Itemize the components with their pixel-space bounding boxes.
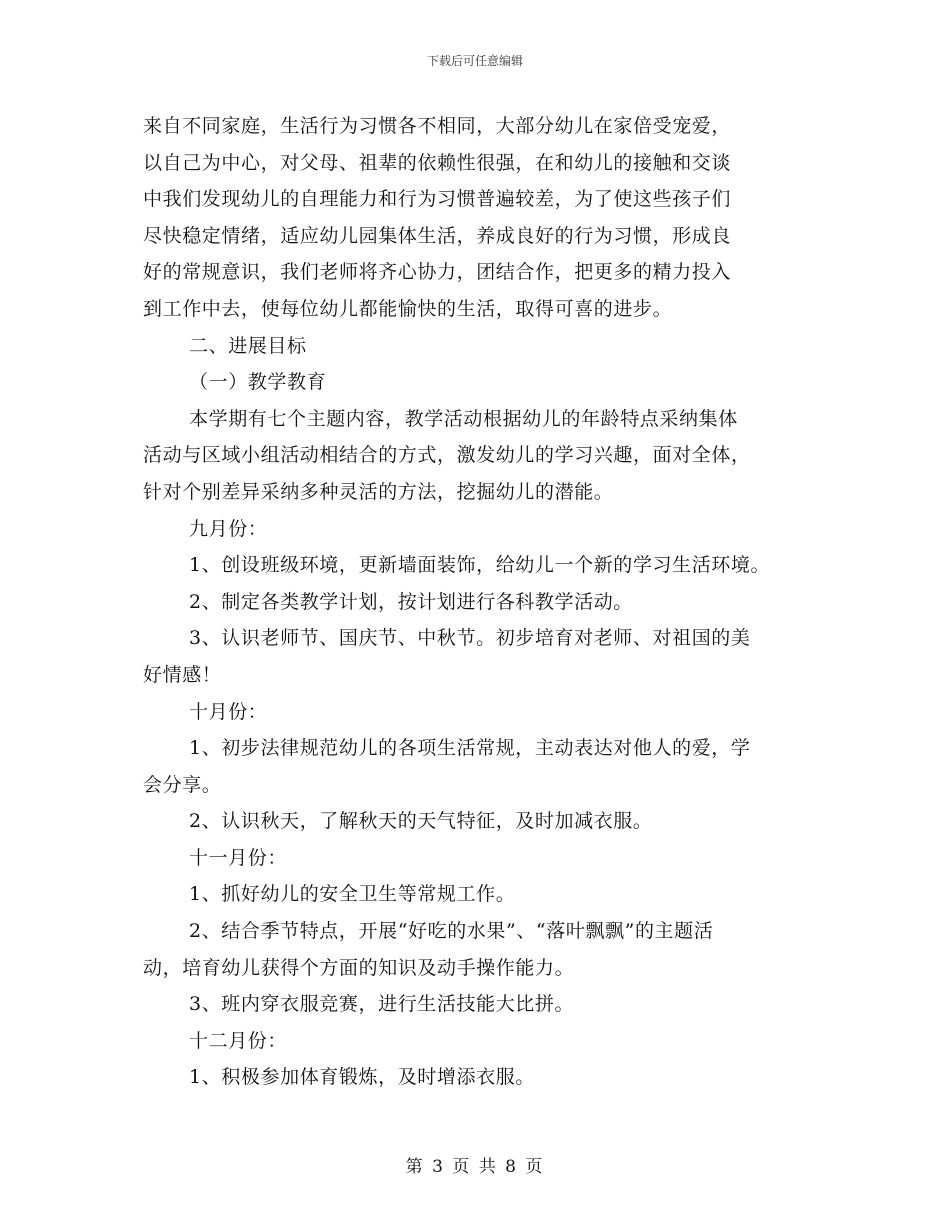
document-body <box>143 108 813 1096</box>
page-footer: 第 3 页 共 8 页 <box>405 1157 545 1177</box>
text-line: 好情感！ <box>143 663 222 686</box>
text-line: 活动与区域小组活动相结合的方式，激发幼儿的学习兴趣，面对全体， <box>143 444 751 467</box>
text-line: 2、结合季节特点，开展“好吃的水果”、“落叶飘飘”的主题活 <box>189 920 714 943</box>
text-line: 尽快稳定情绪，适应幼儿园集体生活，养成良好的行为习惯，形成良 <box>143 224 732 247</box>
text-line: 二、进展目标 <box>189 334 307 357</box>
text-line: 针对个别差异采纳多种灵活的方法，挖掘幼儿的潜能。 <box>143 480 614 503</box>
page-header: 下载后可任意编辑 <box>426 54 523 68</box>
text-line: 到工作中去，使每位幼儿都能愉快的生活，取得可喜的进步。 <box>143 297 673 320</box>
text-line: 2、制定各类教学计划，按计划进行各科教学活动。 <box>189 590 633 613</box>
text-line: 1、积极参加体育锻炼，及时增添衣服。 <box>189 1066 535 1089</box>
text-line: 好的常规意识，我们老师将齐心协力，团结合作，把更多的精力投入 <box>143 261 732 284</box>
text-line: 以自己为中心，对父母、祖辈的依赖性很强，在和幼儿的接触和交谈 <box>143 151 732 174</box>
text-line: 中我们发现幼儿的自理能力和行为习惯普遍较差，为了使这些孩子们 <box>143 188 732 211</box>
text-line: 动，培育幼儿获得个方面的知识及动手操作能力。 <box>143 956 575 979</box>
text-line: 九月份： <box>189 517 268 540</box>
text-line: 1、抓好幼儿的安全卫生等常规工作。 <box>189 883 516 906</box>
text-line: 十二月份： <box>189 1029 288 1052</box>
text-line: 十月份： <box>189 700 268 723</box>
text-line: （一）教学教育 <box>189 371 327 394</box>
text-line: 1、创设班级环境，更新墙面装饰，给幼儿一个新的学习生活环境。 <box>189 554 771 577</box>
text-line: 1、初步法律规范幼儿的各项生活常规，主动表达对他人的爱，学 <box>189 737 751 760</box>
text-line: 2、认识秋天，了解秋天的天气特征，及时加减衣服。 <box>189 810 653 833</box>
text-line: 十一月份： <box>189 846 288 869</box>
text-line: 本学期有七个主题内容，教学活动根据幼儿的年龄特点采纳集体 <box>189 407 738 430</box>
text-line: 会分享。 <box>143 773 222 796</box>
text-line: 3、认识老师节、国庆节、中秋节。初步培育对老师、对祖国的美 <box>189 627 751 650</box>
text-line: 来自不同家庭，生活行为习惯各不相同，大部分幼儿在家倍受宠爱， <box>143 115 732 137</box>
text-line: 3、班内穿衣服竞赛，进行生活技能大比拼。 <box>189 993 575 1016</box>
